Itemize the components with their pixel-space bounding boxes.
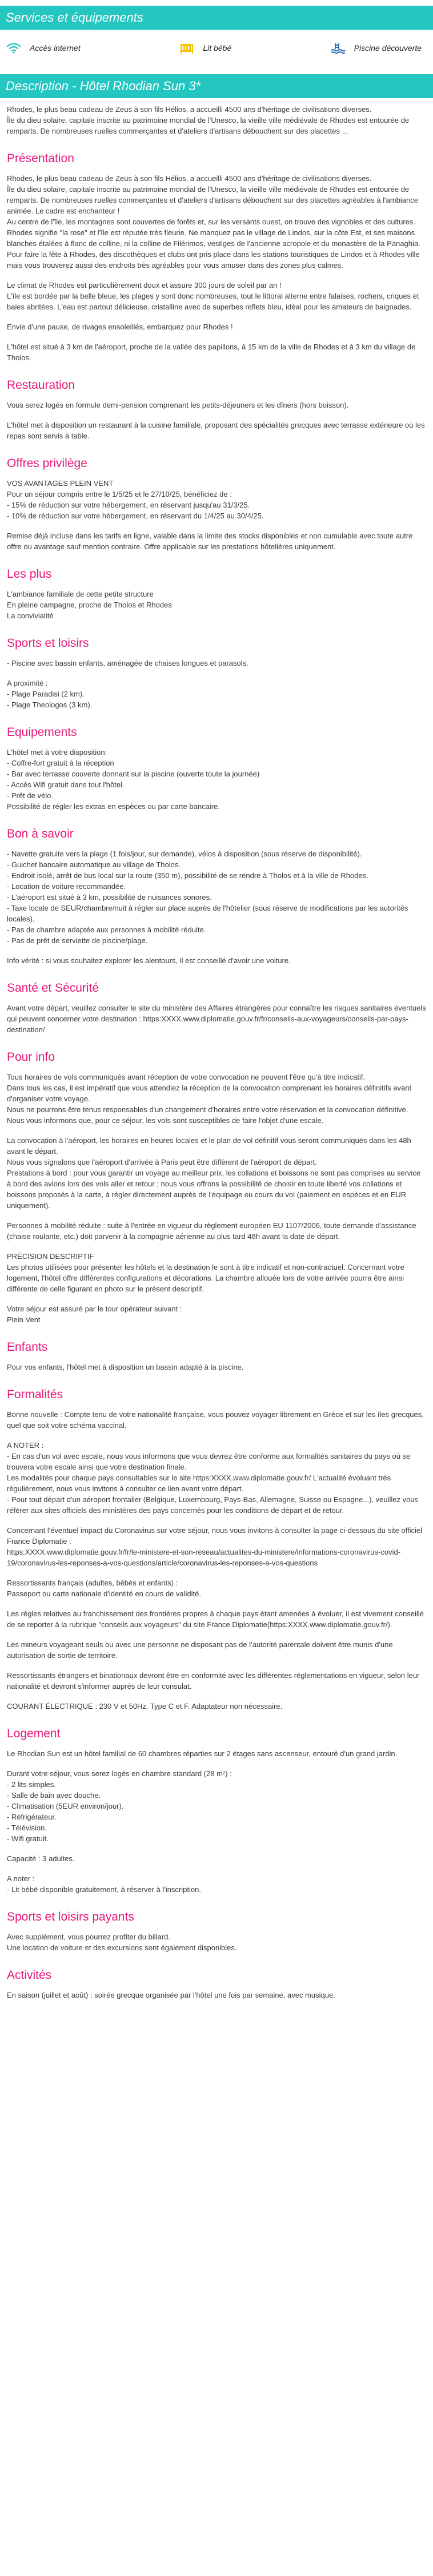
description-intro: Rhodes, le plus beau cadeau de Zeus à son fils Hélios, a accueilli 4500 ans d'héritage de civilisations diverses. Île du dieu solaire, capitale inscrite au patrimoine mondial de l'Unesco, la vieille ville médiévale de Rhodes est entourée de remparts. De nombreuses ruelles commerçantes et d'ateliers d'artisans débouchent sur des placettes ...: [7, 105, 410, 135]
section-paragraph: En saison (juillet et août) : soirée grecque organisée par l'hôtel une fois par semaine, avec musique.: [7, 1991, 335, 1999]
section-paragraph: L'hôtel met à votre disposition: - Coffre-fort gratuit à la réception - Bar avec terrasse couverte donnant sur la piscine (ouverte toute la journée) - Accès Wifi gratuit dans tout l'hôtel. - Prêt de vélo. Possibilité de régler les extras en espèces ou par carte bancaire.: [7, 748, 260, 811]
section-paragraph: L'ambiance familiale de cette petite structure En pleine campagne, proche de Tholos et Rhodes La convivialité: [7, 590, 172, 620]
section-paragraph: Avant votre départ, veuillez consulter le site du ministère des Affaires étrangères pour connaître les risques sanitaires éventuels qui peuvent concerner votre destination : https:XXXX.www.diplomatie.gouv.fr/fr/conseils-aux-voyageurs/conseils-par-pays-destination/: [7, 1004, 426, 1034]
section-title: Présentation: [7, 152, 74, 165]
section-paragraph: Info vérité : si vous souhaitez explorer les alentours, il est conseillé d'avoir une voiture.: [7, 956, 291, 965]
section-paragraph: Tous horaires de vols communiqués avant réception de votre convocation ne peuvent l'être qu'à titre indicatif. Dans tous les cas, il est impératif que vous attendiez la réception de la convocation comprenant les horaires définitifs avant d'organiser votre voyage. Nous ne pourrons être tenus responsables d'un changement d'horaires entre votre réservation et la convocation définitive. Nous vous informons que, pour ce séjour, les vols sont susceptibles de faire l'objet d'une escale.: [7, 1073, 412, 1125]
section-paragraph: L'hôtel est situé à 3 km de l'aéroport, proche de la vallée des papillons, à 15 km de la ville de Rhodes et à 3 km du village de Tholos.: [7, 343, 416, 362]
section-title: Pour info: [7, 1050, 55, 1064]
section-paragraph: Vous serez logés en formule demi-pension comprenant les petits-déjeuners et les dîners (hors boisson).: [7, 401, 349, 409]
section-paragraph: L'hôtel met à disposition un restaurant à la cuisine familiale, proposant des spécialités grecques avec terrasse extérieure où les repas sont servis à table.: [7, 421, 425, 440]
service-internet: [6, 42, 81, 54]
section-paragraph: Personnes à mobilité réduite : suite à l'entrée en vigueur du règlement européen EU 1107/2006, toute demande d'assistance (chaise roulante, etc.) doit parvenir à la compagnie aérienne au plus tard 48h avant la date de départ.: [7, 1221, 416, 1241]
services-list: [0, 30, 433, 69]
section-paragraph: Votre séjour est assuré par le tour opérateur suivant : Plein Vent: [7, 1305, 182, 1324]
service-baby-bed: [179, 42, 231, 54]
service-label: Accès internet: [30, 43, 81, 53]
section-paragraph: - Piscine avec bassin enfants, aménagée de chaises longues et parasols.: [7, 659, 248, 667]
section-paragraph: Les règles relatives au franchissement des frontières propres à chaque pays étant amenées à évoluer, il est vivement conseillé de se reporter à la rubrique "conseils aux voyageurs" du site France Diplomatie(https:XXXX.www.diplomatie.gouv.fr/).: [7, 1609, 424, 1629]
section-paragraph: Bonne nouvelle : Compte tenu de votre nationalité française, vous pouvez voyager librement en Grèce et sur les îles grecques, quel que soit votre schéma vaccinal.: [7, 1410, 424, 1430]
service-label: Lit bébé: [203, 43, 232, 53]
section-title: Les plus: [7, 567, 52, 581]
section-paragraph: Remise déjà incluse dans les tarifs en ligne, valable dans la limite des stocks disponibles et non cumulable avec toute autre offre ou avantage sauf mention contraire. Offre applicable sur les prestations hôtelières uniquement.: [7, 532, 413, 551]
section-paragraph: Avec supplément, vous pourrez profiter du billard. Une location de voiture et des excursions sont également disponibles.: [7, 1933, 237, 1952]
section-paragraph: Concernant l'éventuel impact du Coronavirus sur votre séjour, nous vous invitons à consulter la page ci-dessous du site officiel France Diplomatie : https:XXXX.www.diplomatie.gouv.fr/fr/le-ministere-et-son-reseau/actualites-du-ministere/informations-coronavirus-covid-19/coronavirus-les-reponses-a-vos-questions/article/coronavirus-les-reponses-a-vos-questions: [7, 1526, 423, 1567]
section-title: Santé et Sécurité: [7, 981, 99, 995]
page: [0, 6, 433, 2032]
pool-icon: [330, 42, 346, 54]
section-paragraph: La convocation à l'aéroport, les horaires en heures locales et le plan de vol définitif vous seront communiqués dans les 48h avant le départ. Nous vous signalons que l'aéroport d'arrivée à Paris peut être différent de l'aéroport de départ. Prestations à bord : pour vous garantir un voyage au meilleur prix, les collations et boissons ne sont pas comprises au service à bord des avions lors des vols aller et retour ; nous vous offrons la possibilité de choisir en toute liberté vos collations et boissons proposés à la carte, à régler directement auprès de l'équipage ou cours du vol (paiement en espèces et en EUR uniquement).: [7, 1136, 421, 1210]
section-title: Formalités: [7, 1388, 63, 1401]
section-paragraph: Le Rhodian Sun est un hôtel familial de 60 chambres réparties sur 2 étages sans ascenseur, entouré d'un grand jardin.: [7, 1749, 398, 1758]
description-banner: Description - Hôtel Rhodian Sun 3*: [0, 74, 433, 98]
section-paragraph: Les mineurs voyageant seuls ou avec une personne ne disposant pas de l'autorité parentale doivent être munis d'une autorisation de sortie de territoire.: [7, 1640, 393, 1660]
section-title: Restauration: [7, 379, 75, 392]
section-paragraph: Capacité : 3 adultes.: [7, 1854, 75, 1863]
section-paragraph: A proximité : - Plage Paradisi (2 km). - Plage Theologos (3 km).: [7, 679, 93, 709]
service-pool: [330, 42, 422, 54]
service-label: Piscine découverte: [354, 43, 422, 53]
wifi-icon: [6, 42, 22, 54]
baby-bed-icon: [179, 42, 195, 54]
section-paragraph: Rhodes, le plus beau cadeau de Zeus à son fils Hélios, a accueilli 4500 ans d'héritage de civilisations diverses. Île du dieu solaire, capitale inscrite au patrimoine mondial de l'Unesco, la vieille ville médiévale de Rhodes est entourée de remparts. De nombreuses ruelles commerçantes et d'ateliers d'artisans débouchent sur des placettes agréables à l'ambiance animée. Le cadre est enchanteur ! Au centre de l'île, les montagnes sont couvertes de forêts et, sur les versants ouest, on trouve des vignobles et des cultures. Rhodes signifie "la rose" et l'île est réputée très fleurie. Ne manquez pas le village de Lindos, sur la côte Est, et ses maisons blanches étalées à flanc de colline, ni la colline de Filérimos, vestiges de l'ancienne acropole et du monastère de la Panaghia. Pour faire la fête à Rhodes, des discothèques et clubs ont pris place dans les stations touristiques de Lindos et à Rhodes ville mais vous trouverez aussi des endroits très agréables pour vous amuser dans des zones plus calmes.: [7, 174, 420, 269]
section-title: Equipements: [7, 726, 77, 739]
section-title: Bon à savoir: [7, 827, 74, 840]
section-paragraph: A NOTER : - En cas d'un vol avec escale, nous vous informons que vous devrez être conforme aux formalités sanitaires du pays où se trouvera votre escale ainsi que votre destination finale. Les modalités pour chaque pays consultables sur le site https:XXXX.www.diplomatie.gouv.fr/ L'actualité évoluant très régulièrement, nous vous invitons à consulter ce lien avant votre départ. - Pour tout départ d'un aéroport frontalier (Belgique, Luxembourg, Pays-Bas, Allemagne, Suisse ou Espagne...), veuillez vous référer aux sites officiels des ministères des pays concernés pour les conditions de départ et de retour.: [7, 1441, 419, 1515]
section-paragraph: Le climat de Rhodes est particulièrement doux et assure 300 jours de soleil par an ! L'île est bordée par la belle bleue, les plages y sont donc nombreuses, tout le littoral alterne entre falaises, rochers, criques et baies abritées. L'eau est partout délicieuse, cristalline avec de superbes reflets bleu, idéal pour les amateurs de baignades.: [7, 281, 419, 311]
section-title: Offres privilège: [7, 457, 87, 470]
description-content: [0, 98, 433, 2001]
section-paragraph: PRÉCISION DESCRIPTIF Les photos utilisées pour présenter les hôtels et la destination le sont à titre indicatif et non-contractuel. Concernant votre logement, l'hôtel offre différentes configurations et décorations. La chambre allouée lors de votre arrivée pourra être ainsi différente de celle figurant en photo sur le présent descriptif.: [7, 1252, 404, 1293]
section-paragraph: Envie d'une pause, de rivages ensoleillés, embarquez pour Rhodes !: [7, 323, 233, 331]
section-title: Sports et loisirs payants: [7, 1910, 134, 1923]
section-paragraph: VOS AVANTAGES PLEIN VENT Pour un séjour compris entre le 1/5/25 et le 27/10/25, bénéficiez de : - 15% de réduction sur votre hébergement, en réservant jusqu'au 31/3/25. - 10% de réduction sur votre hébergement, en réservant du 1/4/25 au 30/4/25.: [7, 479, 264, 520]
section-title: Logement: [7, 1727, 61, 1740]
section-title: Activités: [7, 1969, 52, 1982]
section-title: Enfants: [7, 1341, 48, 1354]
section-paragraph: COURANT ÉLECTRIQUE : 230 V et 50Hz. Type C et F. Adaptateur non nécessaire.: [7, 1702, 283, 1710]
section-paragraph: Ressortissants français (adultes, bébés et enfants) : Passeport ou carte nationale d'identité en cours de validité.: [7, 1579, 201, 1598]
section-paragraph: Durant votre séjour, vous serez logés en chambre standard (28 m²) : - 2 lits simples. - Salle de bain avec douche. - Climatisation (5EUR environ/jour). - Réfrigérateur. - Télévision. - Wifi gratuit.: [7, 1769, 232, 1843]
section-paragraph: Ressortissants étrangers et binationaux devront être en conformité avec les différentes réglementations en vigueur, selon leur nationalité et devront s'informer auprès de leur consulat.: [7, 1671, 420, 1690]
section-paragraph: A noter : - Lit bébé disponible gratuitement, à réserver à l'inscription.: [7, 1874, 201, 1894]
services-banner: Services et équipements: [0, 6, 433, 30]
section-title: Sports et loisirs: [7, 637, 89, 650]
section-paragraph: - Navette gratuite vers la plage (1 fois/jour, sur demande), vélos à disposition (sous réserve de disponibilité). - Guichet bancaire automatique au village de Tholos. - Endroit isolé, arrêt de bus local sur la route (350 m), possibilité de se rendre à Tholos et à la ville de Rhodes. - Location de voiture recommandée. - L'aéroport est situé à 3 km, possibilité de nuisances sonores. - Taxe locale de SEUR/chambre/nuit à régler sur place auprès de l'hôtelier (sous réserve de modifications par les autorités locales). - Pas de chambre adaptée aux personnes à mobilité réduite. - Pas de prêt de serviette de piscine/plage.: [7, 850, 408, 945]
section-paragraph: Pour vos enfants, l'hôtel met à disposition un bassin adapté à la piscine.: [7, 1363, 244, 1371]
